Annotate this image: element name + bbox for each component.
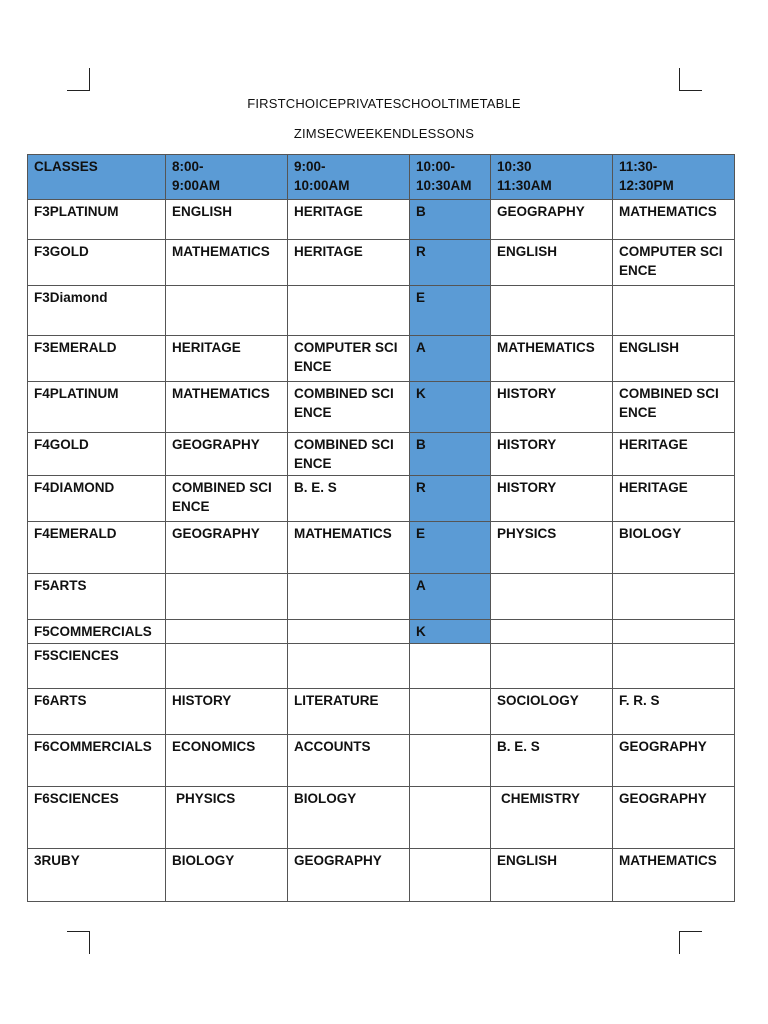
- cell-slot-1030am: HISTORY: [491, 382, 613, 433]
- cell-slot-break: K: [410, 382, 491, 433]
- cell-class-name: F4GOLD: [28, 433, 166, 476]
- cell-slot-1130am: F. R. S: [613, 689, 735, 735]
- cell-slot-1030am: [491, 574, 613, 620]
- cell-slot-1130am: BIOLOGY: [613, 522, 735, 574]
- cell-slot-9am: GEOGRAPHY: [288, 849, 410, 902]
- cell-slot-break: B: [410, 433, 491, 476]
- document-subtitle: ZIMSECWEEKENDLESSONS: [293, 126, 475, 141]
- cell-slot-break: R: [410, 240, 491, 286]
- cell-slot-1030am: ENGLISH: [491, 240, 613, 286]
- table-row: [28, 787, 735, 849]
- table-row: [28, 735, 735, 787]
- cell-slot-break: A: [410, 336, 491, 382]
- cell-slot-break: K: [410, 620, 491, 644]
- cell-slot-1030am: SOCIOLOGY: [491, 689, 613, 735]
- cell-slot-break: E: [410, 522, 491, 574]
- cell-slot-1030am: HISTORY: [491, 433, 613, 476]
- cell-slot-1130am: ENGLISH: [613, 336, 735, 382]
- cell-slot-1030am: HISTORY: [491, 476, 613, 522]
- cell-slot-break: E: [410, 286, 491, 336]
- cell-slot-1030am: B. E. S: [491, 735, 613, 787]
- header-cell-9am: 9:00- 10:00AM: [288, 155, 410, 200]
- cell-slot-1130am: [613, 644, 735, 689]
- cell-slot-9am: B. E. S: [288, 476, 410, 522]
- header-cell-classes: CLASSES: [28, 155, 166, 200]
- table-row: [28, 240, 735, 286]
- cell-slot-1130am: GEOGRAPHY: [613, 787, 735, 849]
- cell-slot-8am: PHYSICS: [166, 787, 288, 849]
- cell-slot-1030am: [491, 620, 613, 644]
- cell-slot-1130am: [613, 286, 735, 336]
- header-cell-10am: 10:00- 10:30AM: [410, 155, 491, 200]
- timetable-body: [28, 200, 735, 902]
- header-cell-8am: 8:00- 9:00AM: [166, 155, 288, 200]
- cell-slot-8am: MATHEMATICS: [166, 382, 288, 433]
- timetable: [27, 154, 735, 902]
- table-row: [28, 476, 735, 522]
- crop-mark-bottom-right: [679, 931, 702, 954]
- cell-slot-break: [410, 849, 491, 902]
- cell-slot-break: R: [410, 476, 491, 522]
- cell-class-name: F5COMMERCIALS: [28, 620, 166, 644]
- crop-mark-top-right: [679, 68, 702, 91]
- cell-slot-1130am: COMBINED SCI ENCE: [613, 382, 735, 433]
- cell-slot-8am: HERITAGE: [166, 336, 288, 382]
- document-title: FIRSTCHOICEPRIVATESCHOOLTIMETABLE: [247, 96, 521, 111]
- cell-class-name: F6ARTS: [28, 689, 166, 735]
- cell-slot-8am: [166, 286, 288, 336]
- cell-slot-8am: HISTORY: [166, 689, 288, 735]
- cell-slot-8am: COMBINED SCI ENCE: [166, 476, 288, 522]
- cell-slot-9am: [288, 644, 410, 689]
- cell-slot-8am: ECONOMICS: [166, 735, 288, 787]
- cell-class-name: F3PLATINUM: [28, 200, 166, 240]
- cell-class-name: F3Diamond: [28, 286, 166, 336]
- crop-mark-bottom-left: [67, 931, 90, 954]
- table-row: [28, 620, 735, 644]
- cell-slot-break: [410, 644, 491, 689]
- cell-class-name: F6SCIENCES: [28, 787, 166, 849]
- cell-slot-8am: MATHEMATICS: [166, 240, 288, 286]
- cell-slot-9am: [288, 286, 410, 336]
- cell-slot-break: [410, 735, 491, 787]
- cell-class-name: F3EMERALD: [28, 336, 166, 382]
- cell-class-name: F6COMMERCIALS: [28, 735, 166, 787]
- cell-slot-8am: [166, 620, 288, 644]
- cell-slot-9am: MATHEMATICS: [288, 522, 410, 574]
- cell-class-name: F5ARTS: [28, 574, 166, 620]
- header-cell-1030am: 10:30 11:30AM: [491, 155, 613, 200]
- cell-slot-9am: [288, 620, 410, 644]
- header-cell-1130am: 11:30- 12:30PM: [613, 155, 735, 200]
- table-row: [28, 382, 735, 433]
- table-row: [28, 644, 735, 689]
- cell-slot-break: [410, 689, 491, 735]
- cell-slot-break: [410, 787, 491, 849]
- table-row: [28, 849, 735, 902]
- cell-slot-9am: COMBINED SCI ENCE: [288, 433, 410, 476]
- cell-slot-8am: GEOGRAPHY: [166, 433, 288, 476]
- cell-slot-8am: [166, 574, 288, 620]
- cell-class-name: F4DIAMOND: [28, 476, 166, 522]
- cell-slot-9am: ACCOUNTS: [288, 735, 410, 787]
- cell-slot-8am: [166, 644, 288, 689]
- cell-slot-1130am: MATHEMATICS: [613, 200, 735, 240]
- crop-mark-top-left: [67, 68, 90, 91]
- cell-slot-1130am: HERITAGE: [613, 476, 735, 522]
- cell-slot-1030am: CHEMISTRY: [491, 787, 613, 849]
- table-row: [28, 574, 735, 620]
- cell-slot-1030am: [491, 286, 613, 336]
- cell-class-name: 3RUBY: [28, 849, 166, 902]
- cell-slot-8am: ENGLISH: [166, 200, 288, 240]
- cell-slot-1130am: MATHEMATICS: [613, 849, 735, 902]
- cell-slot-1030am: ENGLISH: [491, 849, 613, 902]
- cell-slot-9am: LITERATURE: [288, 689, 410, 735]
- cell-slot-1130am: [613, 574, 735, 620]
- cell-slot-1130am: HERITAGE: [613, 433, 735, 476]
- cell-slot-1030am: [491, 644, 613, 689]
- cell-slot-8am: BIOLOGY: [166, 849, 288, 902]
- table-row: [28, 433, 735, 476]
- table-row: [28, 286, 735, 336]
- cell-slot-9am: [288, 574, 410, 620]
- cell-class-name: F4EMERALD: [28, 522, 166, 574]
- cell-class-name: F4PLATINUM: [28, 382, 166, 433]
- cell-slot-1130am: [613, 620, 735, 644]
- table-row: [28, 200, 735, 240]
- cell-slot-1030am: MATHEMATICS: [491, 336, 613, 382]
- header-row: [28, 155, 735, 200]
- cell-slot-9am: COMBINED SCI ENCE: [288, 382, 410, 433]
- cell-slot-1130am: GEOGRAPHY: [613, 735, 735, 787]
- cell-slot-9am: BIOLOGY: [288, 787, 410, 849]
- cell-slot-1030am: PHYSICS: [491, 522, 613, 574]
- cell-slot-break: B: [410, 200, 491, 240]
- cell-slot-1130am: COMPUTER SCI ENCE: [613, 240, 735, 286]
- timetable-header: [28, 155, 735, 200]
- cell-slot-1030am: GEOGRAPHY: [491, 200, 613, 240]
- cell-slot-9am: HERITAGE: [288, 200, 410, 240]
- cell-slot-8am: GEOGRAPHY: [166, 522, 288, 574]
- table-row: [28, 336, 735, 382]
- cell-slot-9am: COMPUTER SCI ENCE: [288, 336, 410, 382]
- cell-class-name: F3GOLD: [28, 240, 166, 286]
- cell-slot-9am: HERITAGE: [288, 240, 410, 286]
- cell-slot-break: A: [410, 574, 491, 620]
- table-row: [28, 522, 735, 574]
- cell-class-name: F5SCIENCES: [28, 644, 166, 689]
- table-row: [28, 689, 735, 735]
